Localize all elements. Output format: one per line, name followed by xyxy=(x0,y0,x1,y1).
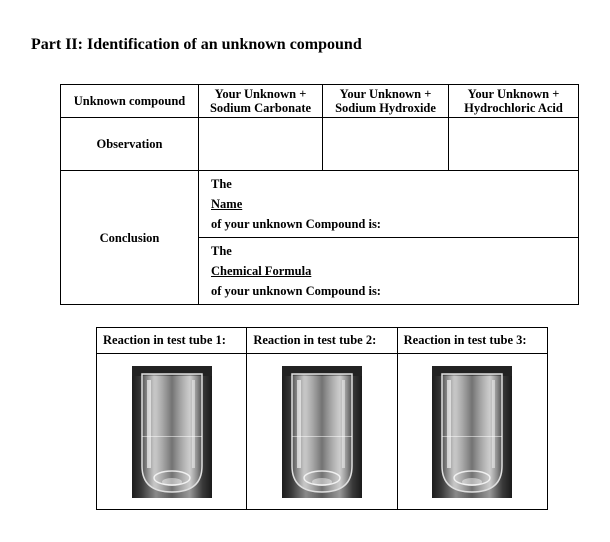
header-sodium-carbonate: Your Unknown + Sodium Carbonate xyxy=(199,85,323,118)
identification-table xyxy=(60,84,579,305)
observation-sodium-carbonate-cell[interactable] xyxy=(199,118,323,171)
tube-3-caption: Reaction in test tube 3: xyxy=(397,328,547,354)
test-tube-table xyxy=(96,327,548,510)
tube-2-caption: Reaction in test tube 2: xyxy=(247,328,397,354)
header-sodium-hydroxide: Your Unknown + Sodium Hydroxide xyxy=(323,85,449,118)
compound-formula-cell[interactable]: The Chemical Formula of your unknown Compound is: xyxy=(199,238,579,305)
tube-1-caption: Reaction in test tube 1: xyxy=(97,328,247,354)
header-hydrochloric-acid: Your Unknown + Hydrochloric Acid xyxy=(449,85,579,118)
section-title: Part II: Identification of an unknown compound xyxy=(31,36,362,53)
test-tube-1-image xyxy=(132,366,212,498)
compound-name-cell[interactable]: The Name of your unknown Compound is: xyxy=(199,171,579,238)
header-unknown-compound: Unknown compound xyxy=(61,85,199,118)
header-row xyxy=(61,85,579,118)
caption-row xyxy=(97,328,548,354)
conclusion-name-row xyxy=(61,171,579,238)
tube-3-photo-cell xyxy=(397,354,547,510)
photo-row xyxy=(97,354,548,510)
observation-row xyxy=(61,118,579,171)
conclusion-label: Conclusion xyxy=(61,171,199,305)
tube-1-photo-cell xyxy=(97,354,247,510)
observation-hydrochloric-acid-cell[interactable] xyxy=(449,118,579,171)
observation-sodium-hydroxide-cell[interactable] xyxy=(323,118,449,171)
test-tube-2-image xyxy=(282,366,362,498)
test-tube-3-image xyxy=(432,366,512,498)
tube-2-photo-cell xyxy=(247,354,397,510)
observation-label: Observation xyxy=(61,118,199,171)
